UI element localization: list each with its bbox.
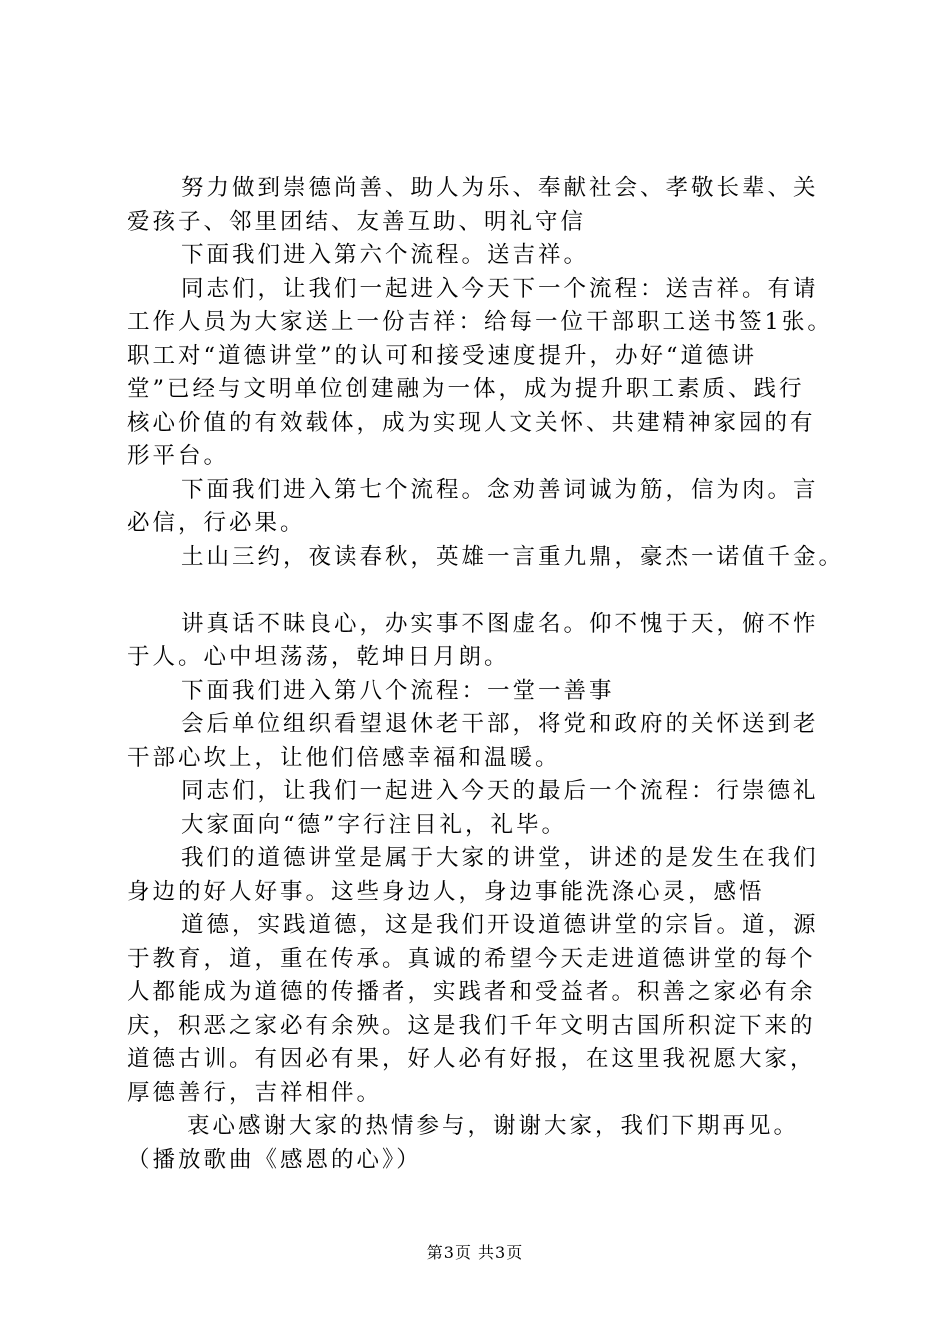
text-line: 努力做到崇德尚善、助人为乐、奉献社会、孝敬长辈、关 bbox=[181, 175, 819, 201]
text-line: 道德古训。有因必有果，好人必有好报，在这里我祝愿大家， bbox=[127, 1046, 816, 1072]
text-line: 讲真话不昧良心，办实事不图虚名。仰不愧于天，俯不怍 bbox=[181, 610, 819, 637]
text-line: 下面我们进入第八个流程：一堂一善事 bbox=[181, 677, 615, 704]
text-line: 干部心坎上，让他们倍感幸福和温暖。 bbox=[127, 744, 561, 771]
text-line: 形平台。 bbox=[127, 443, 230, 469]
text-line: 下面我们进入第六个流程。送吉祥。 bbox=[181, 242, 590, 268]
text-line: 同志们，让我们一起进入今天的最后一个流程：行崇德礼 bbox=[181, 778, 819, 804]
text-line: 大家面向“德”字行注目礼，礼毕。 bbox=[181, 811, 568, 838]
text-line: 土山三约，夜读春秋，英雄一言重九鼎，豪杰一诺值千金。 bbox=[181, 543, 845, 570]
text-line: 人都能成为道德的传播者，实践者和受益者。积善之家必有余 bbox=[127, 979, 816, 1005]
text-line: 工作人员为大家送上一份吉祥：给每一位干部职工送书签1张。 bbox=[127, 309, 833, 335]
text-line: 我们的道德讲堂是属于大家的讲堂，讲述的是发生在我们 bbox=[181, 845, 819, 871]
text-line: 必信，行必果。 bbox=[127, 510, 306, 536]
text-line: 于人。心中坦荡荡，乾坤日月朗。 bbox=[127, 644, 510, 670]
text-line: 堂”已经与文明单位创建融为一体，成为提升职工素质、践行 bbox=[127, 376, 805, 402]
text-line: （播放歌曲《感恩的心》） bbox=[127, 1146, 422, 1173]
text-line: 厚德善行，吉祥相伴。 bbox=[127, 1079, 383, 1106]
document-body bbox=[127, 172, 847, 1177]
text-line: 身边的好人好事。这些身边人，身边事能洗涤心灵，感悟 bbox=[127, 878, 765, 905]
text-line: 于教育，道，重在传承。真诚的希望今天走进道德讲堂的每个 bbox=[127, 945, 816, 972]
text-line: 会后单位组织看望退休老干部，将党和政府的关怀送到老 bbox=[181, 711, 819, 737]
text-line: 下面我们进入第七个流程。念劝善词诚为筋，信为肉。言 bbox=[181, 476, 819, 503]
text-line: 同志们，让我们一起进入今天下一个流程：送吉祥。有请 bbox=[181, 275, 819, 302]
text-line: 核心价值的有效载体，成为实现人文关怀、共建精神家园的有 bbox=[127, 409, 816, 436]
text-line: 职工对“道德讲堂”的认可和接受速度提升，办好“道德讲 bbox=[127, 342, 758, 369]
text-line: 道德，实践道德，这是我们开设道德讲堂的宗旨。道，源 bbox=[181, 912, 819, 938]
page-number-footer: 第3页 共3页 bbox=[426, 1243, 524, 1262]
blank-line bbox=[127, 574, 847, 608]
text-line: 爱孩子、邻里团结、友善互助、明礼守信 bbox=[127, 208, 587, 235]
text-line: 庆，积恶之家必有余殃。这是我们千年文明古国所积淀下来的 bbox=[127, 1012, 816, 1039]
text-line: 衷心感谢大家的热情参与，谢谢大家，我们下期再见。 bbox=[187, 1113, 800, 1139]
